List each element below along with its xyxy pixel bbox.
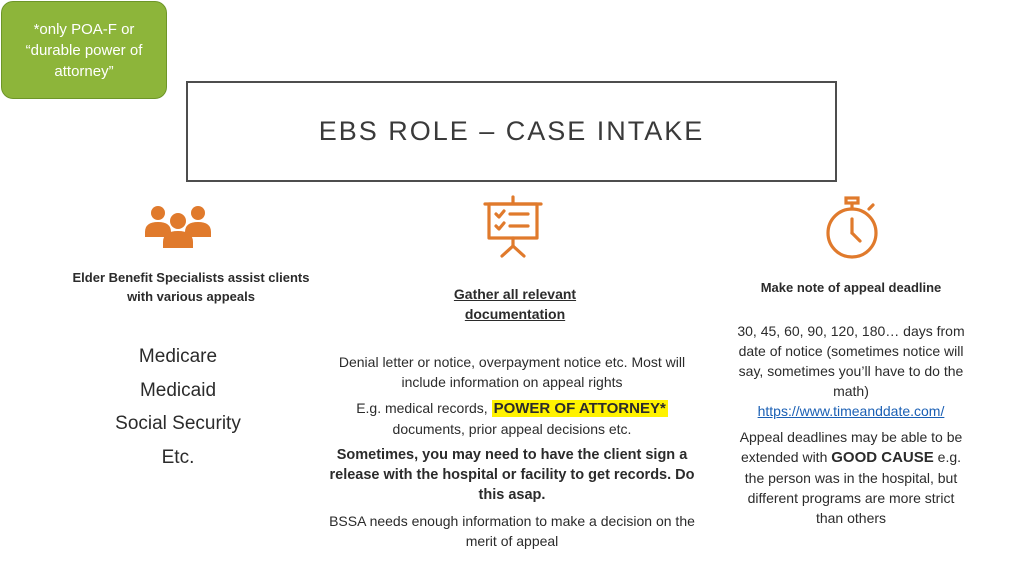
appeal-types-list (78, 342, 278, 476)
list-item: Medicaid (139, 379, 217, 401)
records-suffix: documents, prior appeal decisions etc. (392, 421, 632, 437)
deadline-body (736, 321, 966, 534)
good-cause-suffix: e.g. the person was in the hospital, but different programs are more strict than others (744, 449, 962, 526)
release-text: Sometimes, you may need to have the client sign a release with the hospital or facility to get records. Do this asap. (329, 447, 695, 503)
elder-benefit-heading: Elder Benefit Specialists assist clients with various appeals (72, 270, 310, 304)
stopwatch-icon (820, 195, 884, 261)
documentation-body (326, 352, 698, 557)
presentation-checklist-icon (480, 194, 546, 260)
deadline-heading: Make note of appeal deadline (760, 280, 942, 295)
sticky-note (1, 1, 167, 99)
slide-title: EBS ROLE – CASE INTAKE (318, 116, 705, 146)
denial-letter-text: Denial letter or notice, overpayment notice etc. Most will include information on appeal rights (338, 354, 686, 390)
documentation-heading-line-1: Gather all relevant (453, 286, 577, 302)
list-item: Medicare (138, 346, 218, 367)
records-text (326, 398, 698, 439)
bssa-text: BSSA needs enough information to make a decision on the merit of appeal (329, 513, 695, 549)
timeanddate-link[interactable]: https://www.timeanddate.com/ (757, 403, 945, 419)
documentation-heading-line-2: documentation (464, 306, 566, 322)
title-box (186, 81, 837, 182)
good-cause-text (736, 427, 966, 528)
list-item: Etc. (161, 446, 195, 468)
good-cause-prefix: Appeal deadlines may be able to be extended with (739, 429, 963, 465)
people-group-icon (140, 200, 216, 252)
list-item: Social Security (115, 413, 241, 434)
deadline-days-text: 30, 45, 60, 90, 120, 180… days from date of notice (sometimes notice will say, sometimes you’ll have to do the math) (737, 323, 965, 399)
note-line-2: “durable power of (25, 41, 143, 59)
documentation-heading (410, 284, 620, 324)
good-cause-bold: GOOD CAUSE (831, 449, 934, 466)
power-of-attorney-highlight: POWER OF ATTORNEY* (493, 400, 666, 417)
records-prefix: E.g. medical records, (356, 400, 492, 416)
note-line-1: *only POA-F or (33, 20, 135, 38)
note-line-3: attorney” (54, 62, 114, 80)
timeanddate-link-row (736, 401, 966, 421)
